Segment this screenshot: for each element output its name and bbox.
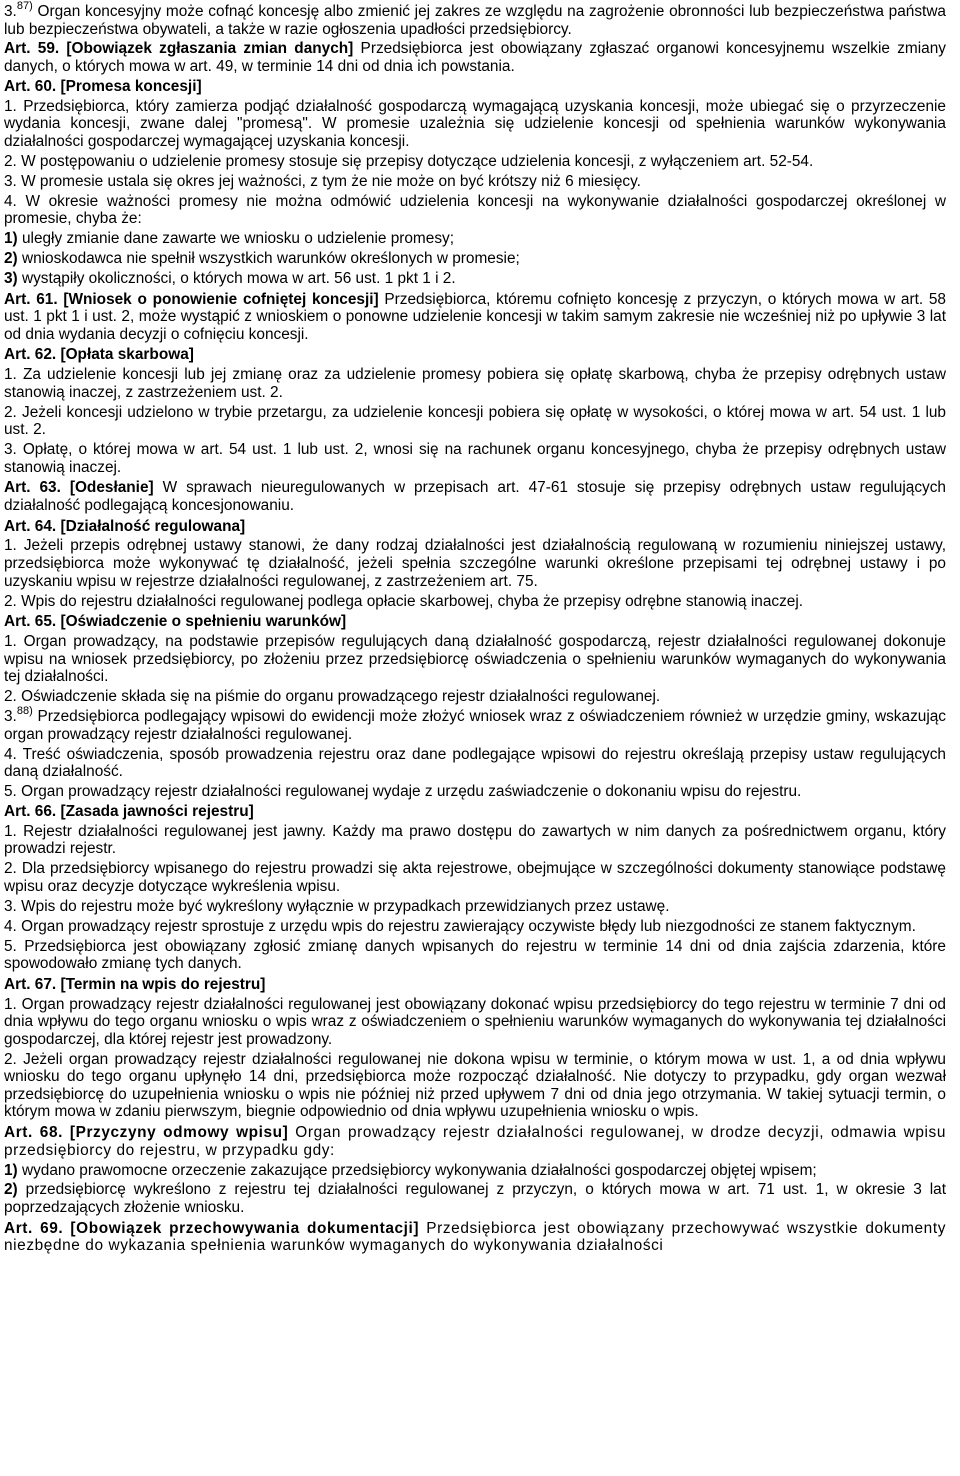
article-heading: Art. 63. [Odesłanie] [4,479,154,497]
paragraph-text: 2. Jeżeli koncesji udzielono w trybie przetargu, za udzielenie koncesji pobiera się opłatę w wysokości, o której mowa w art. 54 ust. 1 lub ust. 2. [4,403,946,439]
paragraph-p24 [4,746,946,781]
paragraph-text: uległy zmianie dane zawarte we wniosku o udzielenie promesy; [17,230,454,248]
paragraph-p19 [4,593,946,611]
paragraph-text: W sprawach nieuregulowanych w przepisach art. 47-61 stosuje się przepisy odrębnych ustaw regulujących działalność podlegającą koncesjonowaniu. [4,479,946,514]
paragraph-text: wystąpiły okoliczności, o których mowa w art. 56 ust. 1 pkt 1 i 2. [17,269,456,287]
paragraph-text: 3. W promesie ustala się okres jej ważności, z tym że nie może on być krótszy niż 6 miesięcy. [4,172,641,190]
paragraph-p36 [4,1162,946,1180]
paragraph-p28 [4,860,946,895]
paragraph-text: przedsiębiorcę wykreślono z rejestru tej działalności regulowanej z przyczyn, o których mowa w art. 71 ust. 1, w okresie 3 lat poprzedzających złożenie wniosku. [4,1181,946,1217]
article-heading: 1) [4,1161,18,1179]
paragraph-p17 [4,518,946,536]
paragraph-p13 [4,366,946,401]
article-heading: Art. 64. [Działalność regulowana] [4,517,246,535]
paragraph-p32 [4,976,946,994]
paragraph-p03 [4,78,946,96]
paragraph-p05 [4,153,946,171]
paragraph-p11 [4,291,946,344]
article-heading: 3) [4,269,18,287]
paragraph-text: Przedsiębiorca podlegający wpisowi do ewidencji może złożyć wniosek wraz z oświadczeniem również w urzędzie gminy, wskazując organ prowadzący rejestr działalności regulowanej. [4,708,946,743]
article-heading: Art. 66. [Zasada jawności rejestru] [4,802,254,820]
paragraph-p07 [4,193,946,228]
paragraph-text: Przedsiębiorca jest obowiązany przechowywać wszystkie dokumenty niezbędne do wykazania spełnienia warunków wymaganych do wykonywania działalności [4,1219,946,1255]
paragraph-text: 4. Organ prowadzący rejestr sprostuje z urzędu wpis do rejestru zawierający oczywiste błędy lub niezgodności ze stanem faktycznym. [4,917,916,935]
paragraph-p20 [4,613,946,631]
paragraph-p09 [4,250,946,268]
paragraph-p14 [4,404,946,439]
paragraph-p01 [4,0,946,38]
paragraph-text: 4. W okresie ważności promesy nie można odmówić udzielenia koncesji na wykonywanie działalności gospodarczej określonej w promesie, chyba że: [4,192,946,228]
paragraph-p18 [4,537,946,590]
paragraph-text: 3. [4,708,17,726]
paragraph-text: 1. Organ prowadzący rejestr działalności regulowanej jest obowiązany dokonać wpisu przedsiębiorcy do tego rejestru w terminie 7 dni od dnia wpływu do tego organu wniosku o wpis wraz z oświadczeniem o spełnieniu warunków wymaganych do wykonywania tej działalności gospodarczej, dla której rejestr jest prowadzony. [4,995,946,1048]
paragraph-text: 2. Wpis do rejestru działalności regulowanej podlega opłacie skarbowej, chyba że przepisy odrębne stanowią inaczej. [4,592,804,610]
article-heading: 1) [4,230,18,248]
article-heading: Art. 59. [Obowiązek zgłaszania zmian danych] [4,40,354,58]
article-heading: Art. 61. [Wniosek o ponowienie cofniętej koncesji] [4,290,379,308]
paragraph-text: 2. Oświadczenie składa się na piśmie do organu prowadzącego rejestr działalności regulowanej. [4,688,661,706]
article-heading: 2) [4,1181,18,1199]
paragraph-text: 1. Organ prowadzący, na podstawie przepisów regulujących daną działalność gospodarczą, rejestr działalności regulowanej dokonuje wpisu na wniosek przedsiębiorcy, po złożeniu przez przedsiębiorcę oświadczenia o spełnieniu warunków wymaganych do wykonywania tej działalności. [4,633,946,686]
paragraph-p02 [4,40,946,75]
paragraph-p21 [4,633,946,686]
paragraph-text: 4. Treść oświadczenia, sposób prowadzenia rejestru oraz dane podlegające wpisowi do rejestru określają przepisy ustaw regulujących daną działalność. [4,745,946,781]
paragraph-text: wnioskodawca nie spełnił wszystkich warunków określonych w promesie; [17,250,520,268]
paragraph-text: 5. Przedsiębiorca jest obowiązany zgłosić zmianę danych wpisanych do rejestru w terminie 14 dni od dnia zajścia zdarzenia, które spowodowało zmianę tych danych. [4,937,946,973]
article-heading: 2) [4,250,18,268]
paragraph-p30 [4,918,946,936]
paragraph-p35 [4,1124,946,1159]
paragraph-p27 [4,823,946,858]
paragraph-text: Przedsiębiorca, któremu cofnięto koncesję z przyczyn, o których mowa w art. 58 ust. 1 pkt 1 i ust. 2, może wystąpić z wnioskiem o ponowne udzielenie koncesji w takim samym zakresie nie wcześniej niż po upływie 3 lat od dnia wydania decyzji o cofnięciu koncesji. [4,290,946,343]
article-heading: Art. 69. [Obowiązek przechowywania dokumentacji] [4,1219,420,1237]
paragraph-p10 [4,270,946,288]
article-heading: Art. 67. [Termin na wpis do rejestru] [4,975,266,993]
paragraph-text: wydano prawomocne orzeczenie zakazujące przedsiębiorcy wykonywania działalności gospodarczej objętej wpisem; [17,1161,817,1179]
paragraph-p22 [4,688,946,706]
article-heading: Art. 68. [Przyczyny odmowy wpisu] [4,1124,289,1142]
article-heading: Art. 65. [Oświadczenie o spełnieniu warunków] [4,613,347,631]
paragraph-p23 [4,704,946,743]
article-heading: Art. 62. [Opłata skarbowa] [4,346,194,364]
footnote-marker: 88) [16,704,33,717]
paragraph-text: 3. Opłatę, o której mowa w art. 54 ust. 1 lub ust. 2, wnosi się na rachunek organu koncesyjnego, chyba że przepisy odrębnych ustaw stanowią inaczej. [4,441,946,476]
paragraph-p04 [4,98,946,151]
paragraph-text: 3. Wpis do rejestru może być wykreślony wyłącznie w przypadkach przewidzianych przez ustawę. [4,897,670,915]
paragraph-p34 [4,1051,946,1121]
paragraph-text: 1. Jeżeli przepis odrębnej ustawy stanowi, że dany rodzaj działalności jest działalnością regulowaną w rozumieniu niniejszej ustawy, przedsiębiorca może wykonywać tę działalność, jeżeli spełnia szczególne warunki określone przepisami tej odrębnej ustawy i po uzyskaniu wpisu w rejestrze działalności regulowanej, z zastrzeżeniem art. 75. [4,537,946,590]
paragraph-p26 [4,803,946,821]
paragraph-text: 1. Przedsiębiorca, który zamierza podjąć działalność gospodarczą wymagającą uzyskania koncesji, może ubiegać się o przyrzeczenie wydania koncesji, zwane dalej "promesą". W promesie uzależnia się udzielenie koncesji od spełnienia warunków wykonywania działalności gospodarczej wymagającej uzyskania koncesji. [4,97,946,151]
paragraph-p06 [4,173,946,191]
paragraph-text: 1. Za udzielenie koncesji lub jej zmianę oraz za udzielenie promesy pobiera się opłatę skarbową, chyba że przepisy odrębnych ustaw stanowią inaczej, z zastrzeżeniem ust. 2. [4,366,946,401]
paragraph-text: 5. Organ prowadzący rejestr działalności regulowanej wydaje z urzędu zaświadczenie o dokonaniu wpisu do rejestru. [4,782,802,800]
footnote-marker: 87) [16,0,33,12]
paragraph-text: Przedsiębiorca jest obowiązany zgłaszać organowi koncesyjnemu wszelkie zmiany danych, o których mowa w art. 49, w terminie 14 dni od dnia ich powstania. [4,40,946,76]
paragraph-p25 [4,783,946,801]
paragraph-p38 [4,1220,946,1255]
paragraph-p29 [4,898,946,916]
article-heading: Art. 60. [Promesa koncesji] [4,77,202,95]
paragraph-text: 2. Jeżeli organ prowadzący rejestr działalności regulowanej nie dokona wpisu w terminie, o którym mowa w ust. 1, a od dnia wpływu wniosku do tego organu upłynęło 14 dni, przedsiębiorca może rozpocząć działalność. Nie dotyczy to przypadku, gdy organ wezwał przedsiębiorcę do uzupełnienia wniosku o wpis nie później niż przed upływem 7 dni od dnia jego otrzymania. W takiej sytuacji termin, o którym mowa w zdaniu pierwszym, biegnie odpowiednio od dnia wpływu uzupełnienia wniosku o wpis. [4,1050,946,1121]
paragraph-p15 [4,441,946,476]
paragraph-p16 [4,479,946,514]
paragraph-p33 [4,996,946,1049]
paragraph-text: 3. [4,3,17,20]
paragraph-p31 [4,938,946,973]
paragraph-p08 [4,230,946,248]
paragraph-text: Organ prowadzący rejestr działalności regulowanej, w drodze decyzji, odmawia wpisu przedsiębiorcy do rejestru, w przypadku gdy: [4,1124,947,1159]
paragraph-text: 2. Dla przedsiębiorcy wpisanego do rejestru prowadzi się akta rejestrowe, obejmujące w szczególności dokumenty stanowiące podstawę wpisu oraz decyzje dotyczące wykreślenia wpisu. [4,860,946,895]
paragraph-p12 [4,346,946,364]
paragraph-text: 2. W postępowaniu o udzielenie promesy stosuje się przepisy dotyczące udzielenia koncesji, z wyłączeniem art. 52-54. [4,152,814,170]
paragraph-text: 1. Rejestr działalności regulowanej jest jawny. Każdy ma prawo dostępu do zawartych w nim danych za pośrednictwem organu, który prowadzi rejestr. [4,822,946,858]
paragraph-text: Organ koncesyjny może cofnąć koncesję albo zmienić jej zakres ze względu na zagrożenie obronności lub bezpieczeństwa państwa lub bezpieczeństwa obywateli, a także w razie ogłoszenia upadłości przedsiębiorcy. [4,3,946,38]
paragraph-p37 [4,1181,946,1216]
